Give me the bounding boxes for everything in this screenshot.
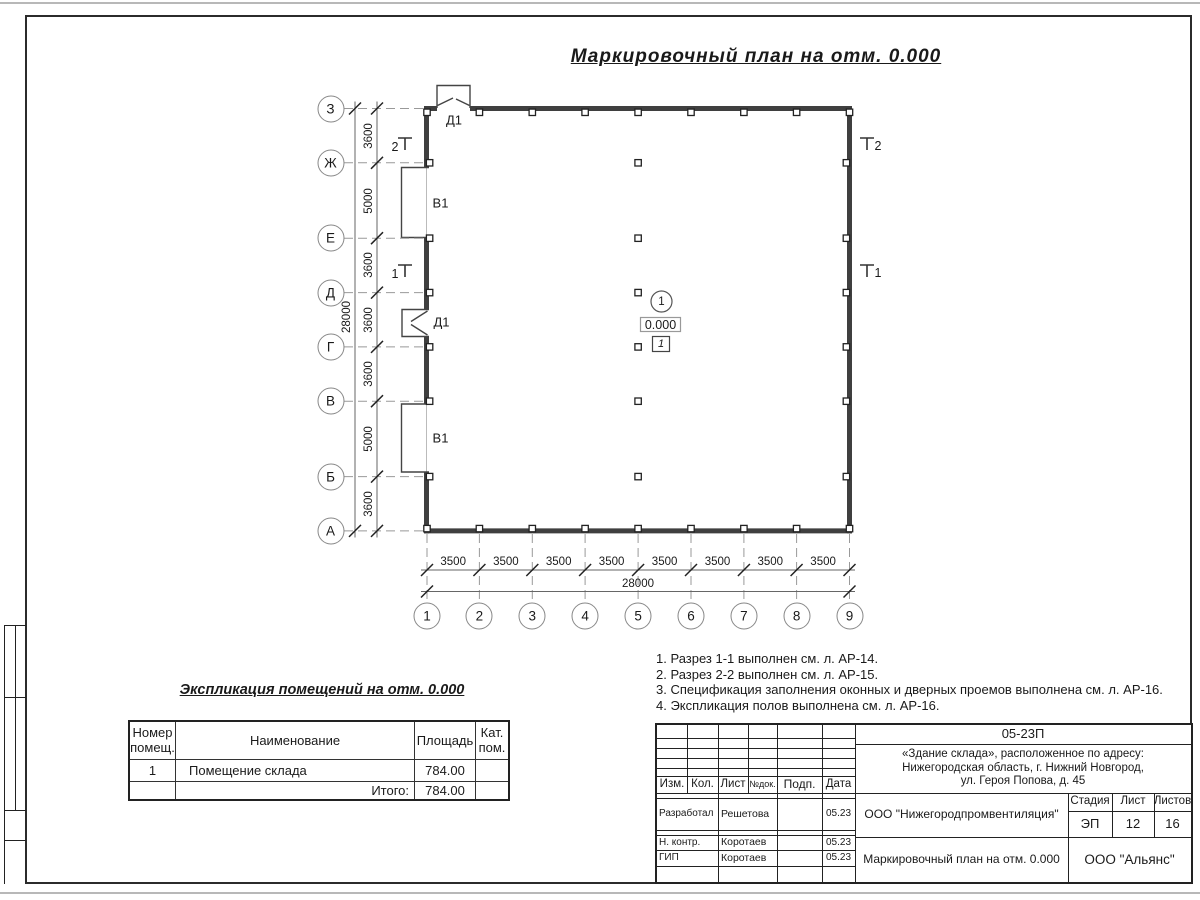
- room-cat-cell: [476, 759, 510, 781]
- tb-sheet-value: 12: [1125, 815, 1141, 831]
- dim-label: 3500: [440, 556, 466, 568]
- note-line: 3. Спецификация заполнения оконных и дверных проемов выполнена см. л. АР-16.: [656, 682, 1163, 697]
- dim-label: 3600: [362, 122, 375, 149]
- room-num-cell: 1: [129, 759, 176, 781]
- dim-label: 3600: [362, 306, 375, 333]
- tb-date: 05.23: [825, 852, 852, 864]
- section-number: 2: [874, 139, 882, 153]
- col-header: Наименование: [176, 721, 415, 759]
- dim-label: 3600: [362, 490, 375, 517]
- empty-cell: [476, 781, 510, 800]
- note-line: 4. Экспликация полов выполнена см. л. АР-16.: [656, 697, 940, 713]
- room-area-cell: 784.00: [415, 759, 476, 781]
- axis-letter: Ж: [317, 149, 344, 176]
- col-header: Площадь: [415, 721, 476, 759]
- tb-name: Коротаев: [721, 836, 767, 849]
- axis-letter: Б: [317, 463, 344, 490]
- axis-number: 4: [572, 602, 599, 629]
- axis-number: 6: [678, 602, 705, 629]
- dim-label: 3500: [598, 556, 625, 568]
- room-name-cell: Помещение склада: [176, 759, 415, 781]
- note-line: 2. Разрез 2-2 выполнен см. л. АР-15.: [656, 666, 879, 682]
- tb-col-kol: Кол.: [691, 777, 714, 790]
- notes-list: [656, 651, 1200, 713]
- total-area-cell: 784.00: [415, 781, 476, 800]
- dims-axes-columns: [344, 102, 856, 602]
- room-elevation: 0.000: [644, 317, 677, 332]
- tb-name: Коротаев: [721, 851, 767, 864]
- walls: [424, 106, 852, 533]
- address-line: ул. Героя Попова, д. 45: [960, 775, 1086, 787]
- tb-sheets-label: Листов: [1153, 795, 1192, 808]
- room-number: 1: [658, 296, 665, 308]
- axis-number: 9: [836, 602, 863, 629]
- axis-letter: Е: [317, 225, 344, 252]
- section-number: 2: [391, 140, 399, 154]
- address-line: «Здание склада», расположенное по адресу:: [902, 748, 1144, 760]
- note-line: 1. Разрез 1-1 выполнен см. л. АР-14.: [656, 651, 879, 666]
- axis-letter: З: [317, 95, 344, 122]
- tb-sheets-value: 16: [1165, 815, 1180, 831]
- tb-sheet-label: Лист: [1120, 795, 1146, 808]
- dim-label: 3500: [493, 556, 519, 568]
- table-row: [129, 781, 509, 800]
- axis-number: 1: [414, 602, 441, 629]
- tb-col-ndoc: №док.: [749, 779, 776, 790]
- axis-number: 2: [466, 602, 493, 629]
- dim-label: 3500: [704, 556, 731, 568]
- door-label: Д1: [445, 112, 463, 128]
- tb-col-data: Дата: [825, 777, 852, 790]
- dim-label: 3500: [545, 556, 572, 568]
- address-line: Нижегородская область, г. Нижний Новгород,: [902, 761, 1144, 774]
- axis-letter: А: [317, 517, 344, 544]
- tb-date: 05.23: [825, 808, 852, 820]
- col-header: Кат. пом.: [476, 721, 510, 759]
- tb-col-podp: Подп.: [783, 776, 816, 791]
- explication-title: Экспликация помещений на отм. 0.000: [179, 682, 465, 698]
- section-number: 1: [874, 266, 882, 280]
- axis-letter: Г: [317, 333, 344, 360]
- axis-letter: Д: [317, 279, 344, 306]
- dim-label: 3600: [362, 252, 375, 279]
- tb-doc-number: 05-23П: [1001, 726, 1045, 742]
- tb-role: Разработал: [659, 808, 714, 820]
- section-marks: [398, 138, 874, 277]
- tb-stage-value: ЭП: [1080, 815, 1100, 831]
- openings: [402, 86, 471, 473]
- tb-date: 05.23: [825, 836, 852, 848]
- title-block: [655, 723, 1193, 884]
- tb-org: ООО "Нижегородпромвентиляция": [864, 807, 1059, 822]
- tb-stage-label: Стадия: [1070, 795, 1110, 808]
- col-header: Номер помещ.: [129, 721, 176, 759]
- axis-number: 8: [783, 602, 810, 629]
- axis-letter: В: [317, 388, 344, 415]
- dim-total-label: 28000: [341, 301, 353, 333]
- floor-type-mark: 1: [657, 338, 665, 350]
- tb-sheet-title: Маркировочный план на отм. 0.000: [863, 851, 1060, 866]
- gate-label: В1: [432, 430, 449, 446]
- dim-label: 5000: [362, 187, 375, 214]
- empty-cell: [129, 781, 176, 800]
- dim-label: 5000: [362, 426, 375, 452]
- tb-company: ООО "Альянс": [1084, 851, 1175, 867]
- tb-name: Решетова: [721, 807, 770, 820]
- table-row: [129, 759, 509, 781]
- tb-col-list: Лист: [720, 777, 746, 790]
- section-number: 1: [391, 267, 399, 281]
- dim-total-label: 28000: [622, 577, 654, 590]
- dim-label: 3500: [757, 556, 784, 568]
- drawing-title: Маркировочный план на отм. 0.000: [570, 46, 942, 67]
- dim-label: 3500: [810, 556, 836, 568]
- tb-role: Н. контр.: [659, 836, 701, 848]
- tb-role: ГИП: [659, 852, 679, 864]
- dim-label: 3600: [362, 361, 375, 387]
- tb-col-izm: Изм.: [659, 777, 685, 790]
- total-label-cell: Итого:: [176, 781, 415, 800]
- axis-number: 5: [625, 602, 652, 629]
- axis-number: 3: [519, 602, 546, 629]
- gate-label: В1: [432, 195, 449, 211]
- axis-number: 7: [730, 602, 757, 629]
- dim-label: 3500: [651, 556, 678, 568]
- explication-table: [128, 720, 510, 801]
- door-label: Д1: [433, 314, 450, 329]
- tb-object-address: [855, 748, 1191, 789]
